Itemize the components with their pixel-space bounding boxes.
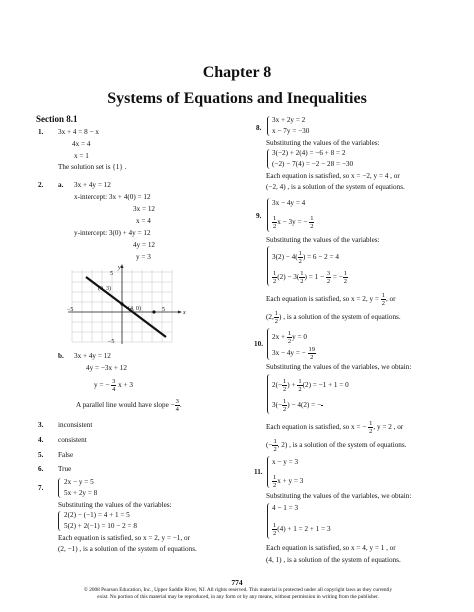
copyright-notice xyxy=(28,587,448,600)
section-heading: Section 8.1 xyxy=(36,114,78,124)
problem-9-sub: Substituting the values of the variables: xyxy=(266,236,380,244)
problem-10-sub: Substituting the values of the variables, we obtain: xyxy=(266,363,412,371)
problem-2-number: 2. xyxy=(38,181,44,189)
problem-3-number: 3. xyxy=(38,421,44,429)
problem-11-check-1: 4 − 1 = 3 xyxy=(272,504,299,512)
problem-2a-line-6: 4y = 12 xyxy=(133,241,156,249)
problem-1-line-2: 4x = 4 xyxy=(72,140,91,148)
problem-9-check-brace xyxy=(267,246,271,286)
problem-10-check-1: 2(− $\frac{1}{2}$ ) + $\frac{1}{2}$ (2) = −1 + 1 = 0 xyxy=(272,378,349,393)
problem-9-eq-1: 3x − 4y = 4 xyxy=(272,199,306,207)
problem-11-result-1: Each equation is satisfied, so x = 4, y = 1 , or xyxy=(266,544,396,552)
problem-2b-line-2: 4y = −3x + 12 xyxy=(86,364,127,372)
problem-11-result-2: (4, 1) , is a solution of the system of equations. xyxy=(266,556,401,564)
problem-7-check-1: 2(2) − (−1) = 4 + 1 = 5 xyxy=(64,511,130,519)
problem-11-sub: Substituting the values of the variables, we obtain: xyxy=(266,492,412,500)
graph-x-label: x xyxy=(183,310,186,316)
copyright-line-1: © 2008 Pearson Education, Inc., Upper Saddle River, NJ. All rights reserved. This material is protected under all copyright laws as they currently xyxy=(83,587,393,593)
problem-7-brace xyxy=(58,478,62,498)
problem-10-check-2: 3(− $\frac{1}{2}$ ) − 4(2) = − xyxy=(272,398,322,413)
problem-5-answer: False xyxy=(58,451,74,459)
problem-10-eq-1: 2x + $\frac{1}{2}$ y = 0 xyxy=(272,330,307,345)
problem-8-check-2: (−2) − 7(4) = −2 − 28 = −30 xyxy=(272,160,354,168)
problem-7-eq-2: 5x + 2y = 8 xyxy=(64,489,98,497)
problem-8-check-1: 3(−2) + 2(4) = −6 + 8 = 2 xyxy=(272,149,346,157)
problem-11-number: 11. xyxy=(254,468,263,476)
problem-7-result-1: Each equation is satisfied, so x = 2, y = −1, or xyxy=(58,534,190,542)
problem-11-check-2: $\frac{1}{2}$ (4) + 1 = 2 + 1 = 3 xyxy=(273,522,331,537)
line-graph xyxy=(62,262,192,347)
problem-1-line-3: x = 1 xyxy=(74,152,89,160)
problem-10-result-1: Each equation is satisfied, so x = − $\frac{1}{2}$ , y = 2 , or xyxy=(266,420,404,435)
problem-7-check-2: 5(2) + 2(−1) = 10 − 2 = 8 xyxy=(64,522,137,530)
graph-x-tick-neg5: −5 xyxy=(67,307,74,313)
problem-7-check-brace xyxy=(58,511,62,531)
problem-9-check-1: 3(2) − 4( $\frac{1}{2}$ ) = 6 − 2 = 4 xyxy=(272,250,340,265)
problem-10-eq-2: 3x − 4y = − $\frac{19}{2}$ xyxy=(272,346,316,361)
problem-2a-label: a. xyxy=(58,181,64,189)
problem-4-answer: consistent xyxy=(58,436,87,444)
graph-point-label-4-0: (4, 0) xyxy=(128,306,141,312)
problem-4-number: 4. xyxy=(38,436,44,444)
problem-8-eq-1: 3x + 2y = 2 xyxy=(272,116,306,124)
problem-9-result-1: Each equation is satisfied, so x = 2, y = $\frac{1}{2}$ , or xyxy=(266,292,396,307)
problem-7-eq-1: 2x − y = 5 xyxy=(64,478,94,486)
problem-2a-line-3: 3x = 12 xyxy=(133,205,156,213)
copyright-line-2: exist. No portion of this material may be reproduced, in any form or by any means, without permission in writing from the publisher. xyxy=(97,593,379,600)
problem-11-eq-1: x − y = 3 xyxy=(272,458,299,466)
problem-2b-label: b. xyxy=(58,352,64,360)
problem-2a-line-4: x = 4 xyxy=(136,217,151,225)
chapter-title: Chapter 8 xyxy=(202,64,272,81)
graph-x-tick-5: 5 xyxy=(162,307,165,313)
problem-11-brace xyxy=(267,456,271,488)
problem-9-check-2: $\frac{1}{2}$ (2) − 3( $\frac{1}{2}$ ) = 1 − $\frac{3}{2}$ = − $\frac{1}{2}$ xyxy=(273,270,348,285)
problem-2a-line-1: 3x + 4y = 12 xyxy=(74,181,111,189)
problem-10-result-2: (− $\frac{1}{2}$ , 2) , is a solution of the system of equations. xyxy=(266,438,407,453)
problem-5-number: 5. xyxy=(38,451,44,459)
problem-2a-line-2: x-intercept: 3x + 4(0) = 12 xyxy=(74,193,151,201)
problem-9-eq-2: $\frac{1}{2}$ x − 3y = − $\frac{1}{2}$ xyxy=(273,215,314,230)
graph-y-label: y xyxy=(118,265,121,271)
problem-10-check-brace xyxy=(267,374,271,414)
problem-6-number: 6. xyxy=(38,465,44,473)
problem-10-brace xyxy=(267,328,271,360)
problem-1-solution: The solution set is {1} . xyxy=(58,163,127,171)
problem-2b-line-3: y = − $\frac{3}{4}$ x + 3 xyxy=(94,378,133,393)
point-4-0 xyxy=(152,310,155,313)
page-number: 774 xyxy=(231,578,243,587)
problem-11-check-brace xyxy=(267,503,271,539)
problem-7-number: 7. xyxy=(38,484,44,492)
problem-1-number: 1. xyxy=(38,128,44,136)
problem-8-result-1: Each equation is satisfied, so x = −2, y = 4 , or xyxy=(266,172,400,180)
problem-8-result-2: (−2, 4) , is a solution of the system of equations. xyxy=(266,183,405,191)
problem-8-eq-2: x − 7y = −30 xyxy=(272,127,310,135)
problem-7-sub: Substituting the values of the variables: xyxy=(58,501,172,509)
problem-2a-line-7: y = 3 xyxy=(136,253,151,261)
problem-2b-line-1: 3x + 4y = 12 xyxy=(74,352,111,360)
chapter-subtitle: Systems of Equations and Inequalities xyxy=(107,90,367,107)
problem-3-answer: inconsistent xyxy=(58,421,93,429)
graph-y-tick-5: 5 xyxy=(110,271,113,277)
problem-2b-slope: A parallel line would have slope − $\frac{3}{4}$ . xyxy=(76,398,182,413)
problem-8-brace xyxy=(267,116,271,136)
graph-y-tick-neg5: −5 xyxy=(108,339,115,345)
problem-8-sub: Substituting the values of the variables: xyxy=(266,139,380,147)
problem-9-number: 9. xyxy=(256,212,262,220)
problem-7-result-2: (2, −1) , is a solution of the system of equations. xyxy=(58,545,197,553)
problem-11-eq-2: $\frac{1}{2}$ x + y = 3 xyxy=(273,474,304,489)
point-0-3 xyxy=(120,302,123,305)
problem-6-answer: True xyxy=(58,465,72,473)
graph-point-label-0-3: (0, 3) xyxy=(98,286,111,292)
problem-9-result-2: (2, $\frac{1}{2}$ ) , is a solution of the system of equations. xyxy=(266,310,401,325)
problem-9-brace xyxy=(267,198,271,232)
problem-8-number: 8. xyxy=(256,124,262,132)
problem-10-number: 10. xyxy=(254,340,263,348)
problem-8-check-brace xyxy=(267,149,271,169)
problem-1-line-1: 3x + 4 = 8 − x xyxy=(58,128,99,136)
problem-2a-line-5: y-intercept: 3(0) + 4y = 12 xyxy=(74,229,151,237)
